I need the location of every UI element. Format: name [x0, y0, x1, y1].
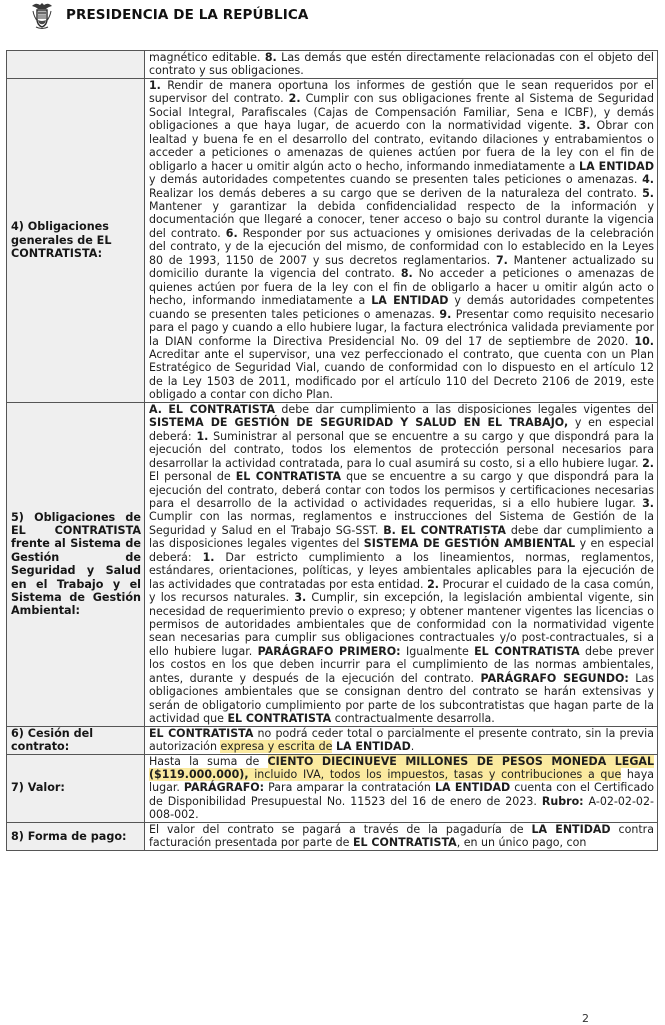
- table-row: [7, 822, 658, 850]
- clause-label: 4) Obligaciones generales de EL CONTRATISTA:: [7, 78, 145, 402]
- table-row: [7, 78, 658, 402]
- clause-label: 7) Valor:: [7, 754, 145, 822]
- page-number: 2: [582, 1012, 589, 1025]
- institution-title: PRESIDENCIA DE LA REPÚBLICA: [66, 7, 309, 23]
- clause-content: Hasta la suma de CIENTO DIECINUEVE MILLONES DE PESOS MONEDA LEGAL ($119.000.000), incluido IVA, todos los impuestos, tasas y contribuciones a que haya lugar. PARÁGRAFO: Para amparar la contratación LA ENTIDAD cuenta con el Certificado de Disponibilidad Presupuestal No. 11523 del 16 de enero de 2023. Rubro: A-02-02-02-008-002.: [145, 754, 658, 822]
- clause-label: 5) Obligaciones de EL CONTRATISTA frente al Sistema de Gestión de Seguridad y Salud en el Trabajo y el Sistema de Gestión Ambiental:: [7, 402, 145, 726]
- clause-content: EL CONTRATISTA no podrá ceder total o parcialmente el presente contrato, sin la previa autorización expresa y escrita de LA ENTIDAD.: [145, 726, 658, 754]
- colombia-coat-of-arms-icon: [30, 2, 54, 30]
- table-row: [7, 726, 658, 754]
- clause-content: 1. Rendir de manera oportuna los informes de gestión que le sean requeridos por el supervisor del contrato. 2. Cumplir con sus obligaciones frente al Sistema de Seguridad Social Integral, Parafiscales (Cajas de Compensación Familiar, Sena e ICBF), y demás obligaciones a que haya lugar, de acuerdo con la normatividad vigente. 3. Obrar con lealtad y buena fe en el desarrollo del contrato, evitando dilaciones y entrabamientos o acceder a peticiones o amenazas de quienes actúen por fuera de la ley con el fin de obligarlo a hacer u omitir algún acto o hecho, informando inmediatamente a LA ENTIDAD y demás autoridades competentes cuando se presenten tales peticiones o amenazas. 4. Realizar los demás deberes a su cargo que se deriven de la naturaleza del contrato. 5. Mantener y garantizar la debida confidencialidad respecto de la información y documentación que llegaré a conocer, tener acceso o bajo su control durante la vigencia del contrato. 6. Responder por sus actuaciones y omisiones derivadas de la celebración del contrato, y de la ejecución del mismo, de conformidad con lo establecido en la Leyes 80 de 1993, 1150 de 2007 y sus decretos reglamentarios. 7. Mantener actualizado su domicilio durante la vigencia del contrato. 8. No acceder a peticiones o amenazas de quienes actúen por fuera de la ley con el fin de obligarlo a hacer u omitir algún acto o hecho, informando inmediatamente a LA ENTIDAD y demás autoridades competentes cuando se presenten tales peticiones o amenazas. 9. Presentar como requisito necesario para el pago y cuando a ello hubiere lugar, la factura electrónica validada previamente por la DIAN conforme la Directiva Presidencial No. 09 del 17 de septiembre de 2020. 10. Acreditar ante el supervisor, una vez perfeccionado el contrato, que cuenta con un Plan Estratégico de Seguridad Vial, cuando de conformidad con lo dispuesto en el artículo 12 de la Ley 1503 de 2011, modificado por el artículo 110 del Decreto 2106 de 2019, este obligado a contar con dicho Plan.: [145, 78, 658, 402]
- table-row: [7, 402, 658, 726]
- clause-label: 6) Cesión del contrato:: [7, 726, 145, 754]
- page-header: [8, 0, 658, 34]
- contract-clauses-table: [6, 50, 658, 851]
- clause-content: A. EL CONTRATISTA debe dar cumplimiento a las disposiciones legales vigentes del SISTEMA DE GESTIÓN DE SEGURIDAD Y SALUD EN EL TRABAJO, y en especial deberá: 1. Suministrar al personal que se encuentre a su cargo y que dispondrá para la ejecución del contrato, todos los elementos de protección personal necesarios para desarrollar la actividad contratada, para lo cual asumirá su costo, si a ello hubiere lugar. 2. El personal de EL CONTRATISTA que se encuentre a su cargo y que dispondrá para la ejecución del contrato, deberá contar con todos los permisos y certificaciones necesarias para el desarrollo de la actividad o actividades requeridas, si a ello hubiere lugar. 3. Cumplir con las normas, reglamentos e instrucciones del Sistema de Gestión de la Seguridad y Salud en el Trabajo SG-SST. B. EL CONTRATISTA debe dar cumplimiento a las disposiciones legales vigentes del SISTEMA DE GESTIÓN AMBIENTAL y en especial deberá: 1. Dar estricto cumplimiento a los lineamientos, normas, reglamentos, estándares, orientaciones, políticas, y leyes ambientales aplicables para la ejecución de las actividades que contratadas por esta entidad. 2. Procurar el cuidado de la casa común, y los recursos naturales. 3. Cumplir, sin excepción, la legislación ambiental vigente, sin necesidad de requerimiento previo o expreso; y obtener mantener vigentes las licencias o permisos de autoridades ambientales que de conformidad con la normatividad vigente sean necesarias para cumplir sus obligaciones contractuales y/o post-contractuales, si a ello hubiere lugar. PARÁGRAFO PRIMERO: Igualmente EL CONTRATISTA debe prever los costos en los que deben incurrir para el cumplimiento de las normas ambientales, antes, durante y después de la ejecución del contrato. PARÁGRAFO SEGUNDO: Las obligaciones ambientales que se consignan dentro del contrato se harán extensivas y serán de obligatorio cumplimiento por parte de los subcontratistas que hagan parte de la actividad que EL CONTRATISTA contractualmente desarrolla.: [145, 402, 658, 726]
- clause-label: 8) Forma de pago:: [7, 822, 145, 850]
- table-row: [7, 754, 658, 822]
- table-row: [7, 51, 658, 79]
- clause-content: El valor del contrato se pagará a través de la pagaduría de LA ENTIDAD contra facturación presentada por parte de EL CONTRATISTA, en un único pago, con: [145, 822, 658, 850]
- clause-content: magnético editable. 8. Las demás que estén directamente relacionadas con el objeto del contrato y sus obligaciones.: [145, 51, 658, 79]
- clause-label: [7, 51, 145, 79]
